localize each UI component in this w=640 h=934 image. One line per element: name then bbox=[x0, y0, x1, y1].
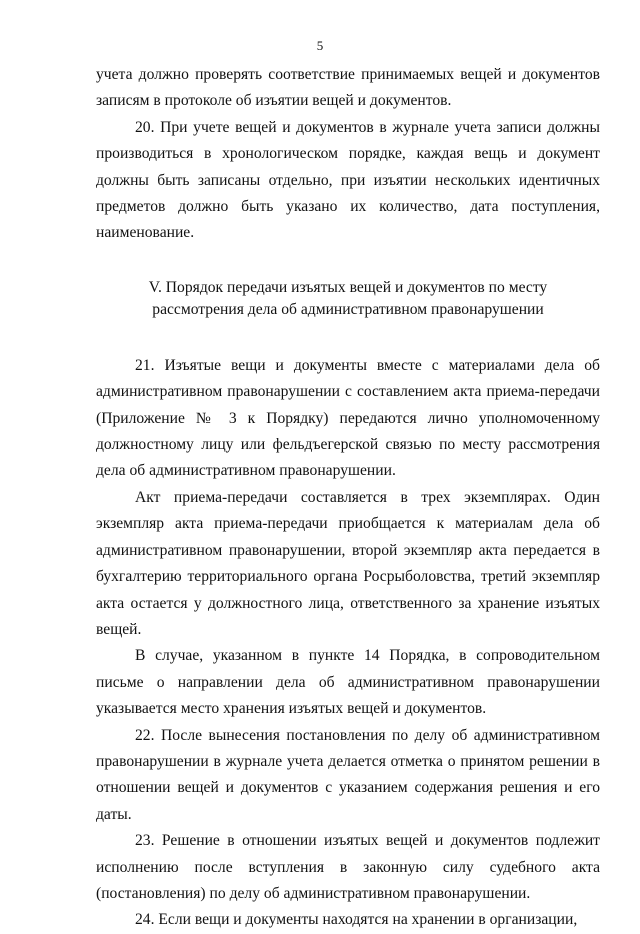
section-title-line-1: V. Порядок передачи изъятых вещей и документов по месту bbox=[148, 278, 548, 296]
paragraph-act: Акт приема-передачи составляется в трех экземплярах. Один экземпляр акта приема-передачи приобщается к материалам дела об административном правонарушении, второй экземпляр акта передается в бухгалтерию территориального органа Росрыболовства, третий экземпляр акта остается у должностного лица, ответственного за хранение изъятых вещей. bbox=[96, 488, 600, 638]
section-title bbox=[96, 277, 600, 321]
section-title-line-2: рассмотрения дела об административном правонарушении bbox=[152, 300, 544, 318]
page-number: 5 bbox=[316, 38, 324, 53]
document-body bbox=[96, 62, 600, 934]
paragraph-24: 24. Если вещи и документы находятся на хранении в организации, bbox=[135, 911, 578, 929]
paragraph-23: 23. Решение в отношении изъятых вещей и документов подлежит исполнению после вступления в законную силу судебного акта (постановления) по делу об административном правонарушении. bbox=[96, 832, 600, 902]
paragraph-continuation: учета должно проверять соответствие принимаемых вещей и документов записям в протоколе об изъятии вещей и документов. bbox=[96, 66, 600, 110]
paragraph-case-14: В случае, указанном в пункте 14 Порядка, в сопроводительном письме о направлении дела об административном правонарушении указывается место хранения изъятых вещей и документов. bbox=[96, 647, 600, 718]
paragraph-20: 20. При учете вещей и документов в журнале учета записи должны производиться в хронологическом порядке, каждая вещь и документ должны быть записаны отдельно, при изъятии нескольких идентичных предметов должно быть указано их количество, дата поступления, наименование. bbox=[96, 118, 600, 242]
paragraph-21: 21. Изъятые вещи и документы вместе с материалами дела об административном правонарушении с составлением акта приема-передачи (Приложение № 3 к Порядку) передаются лично уполномоченному должностному лицу или фельдъегерской связью по месту рассмотрения дела об административном правонарушении. bbox=[96, 356, 600, 480]
paragraph-22: 22. После вынесения постановления по делу об административном правонарушении в журнале учета делается отметка о принятом решении в отношении вещей и документов с указанием содержания решения и его даты. bbox=[96, 726, 600, 823]
